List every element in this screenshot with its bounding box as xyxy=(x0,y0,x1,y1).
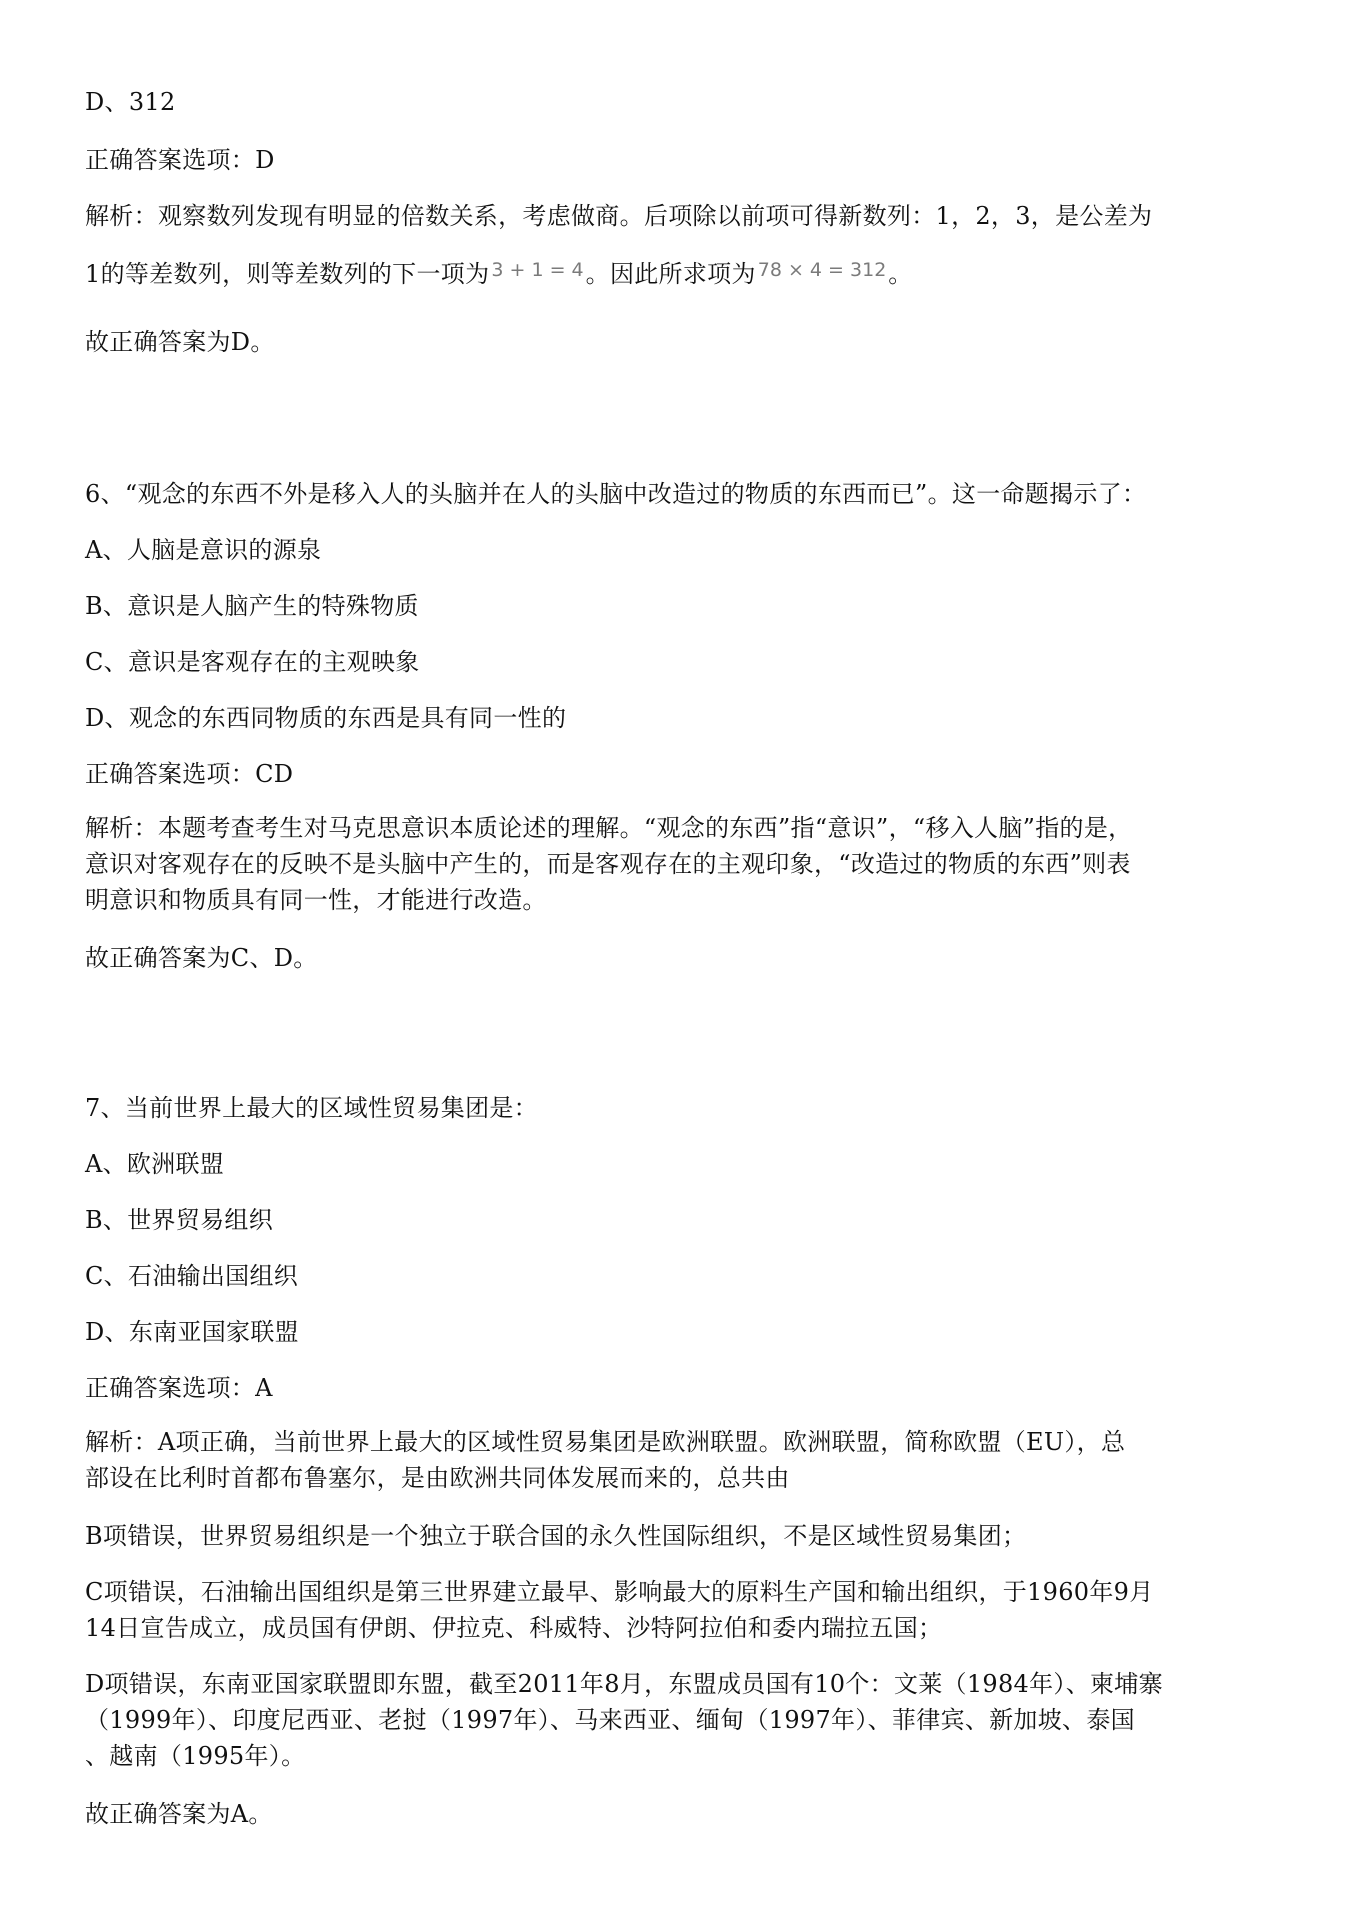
q7-analysis-b: B项错误，世界贸易组织是一个独立于联合国的永久性国际组织，不是区域性贸易集团； xyxy=(85,1522,1027,1550)
q7-option-b: B、世界贸易组织 xyxy=(85,1206,274,1234)
q7-conclusion: 故正确答案为A。 xyxy=(85,1800,273,1828)
q5-analysis-line-1: 解析：观察数列发现有明显的倍数关系，考虑做商。后项除以前项可得新数列：1，2，3，是公差为 xyxy=(85,202,1153,230)
q6-answer: 正确答案选项：CD xyxy=(85,760,294,788)
q5-option-d: D、312 xyxy=(85,88,176,116)
q6-option-c: C、意识是客观存在的主观映象 xyxy=(85,648,420,676)
q7-analysis-c-line-2: 14日宣告成立，成员国有伊朗、伊拉克、科威特、沙特阿拉伯和委内瑞拉五国； xyxy=(85,1614,943,1642)
q6-option-b: B、意识是人脑产生的特殊物质 xyxy=(85,592,419,620)
q7-analysis-d-line-2: （1999年）、印度尼西亚、老挝（1997年）、马来西亚、缅甸（1997年）、菲律宾、新加坡、泰国 xyxy=(85,1706,1135,1734)
q7-analysis-d-line-1: D项错误，东南亚国家联盟即东盟，截至2011年8月，东盟成员国有10个：文莱（1984年）、柬埔寨 xyxy=(85,1670,1163,1698)
q5-analysis-line-2 xyxy=(85,252,1285,292)
q7-answer: 正确答案选项：A xyxy=(85,1374,273,1402)
q7-analysis-d-line-3: 、越南（1995年）。 xyxy=(85,1742,306,1770)
q5-analysis-text-2: 。因此所求项为 xyxy=(585,260,756,288)
q5-conclusion: 故正确答案为D。 xyxy=(85,328,275,356)
q5-answer: 正确答案选项：D xyxy=(85,146,275,174)
q6-conclusion: 故正确答案为C、D。 xyxy=(85,944,318,972)
q7-question: 7、当前世界上最大的区域性贸易集团是： xyxy=(85,1094,538,1122)
q6-analysis-line-1: 解析：本题考查考生对马克思意识本质论述的理解。“观念的东西”指“意识”，“移入人脑”指的是， xyxy=(85,814,1133,842)
q6-question: 6、“观念的东西不外是移入人的头脑并在人的头脑中改造过的物质的东西而已”。这一命题揭示了： xyxy=(85,480,1147,508)
q7-option-d: D、东南亚国家联盟 xyxy=(85,1318,299,1346)
q5-formula-product: 78 × 4 = 312 xyxy=(757,259,887,281)
q7-analysis-c-line-1: C项错误，石油输出国组织是第三世界建立最早、影响最大的原料生产国和输出组织，于1960年9月 xyxy=(85,1578,1154,1606)
q6-option-d: D、观念的东西同物质的东西是具有同一性的 xyxy=(85,704,567,732)
q5-formula-next-term: 3 + 1 = 4 xyxy=(491,259,584,281)
q5-analysis-text-3: 。 xyxy=(888,260,913,288)
q5-analysis-text-1: 1的等差数列，则等差数列的下一项为 xyxy=(85,260,490,288)
q7-analysis-a-line-2: 部设在比利时首都布鲁塞尔，是由欧洲共同体发展而来的，总共由 xyxy=(85,1464,790,1492)
q7-analysis-a-line-1: 解析：A项正确，当前世界上最大的区域性贸易集团是欧洲联盟。欧洲联盟，简称欧盟（EU），总 xyxy=(85,1428,1126,1456)
q6-option-a: A、人脑是意识的源泉 xyxy=(85,536,322,564)
q7-option-c: C、石油输出国组织 xyxy=(85,1262,299,1290)
q6-analysis-line-2: 意识对客观存在的反映不是头脑中产生的，而是客观存在的主观印象，“改造过的物质的东西”则表 xyxy=(85,850,1131,878)
q7-option-a: A、欧洲联盟 xyxy=(85,1150,225,1178)
q6-analysis-line-3: 明意识和物质具有同一性，才能进行改造。 xyxy=(85,886,547,914)
